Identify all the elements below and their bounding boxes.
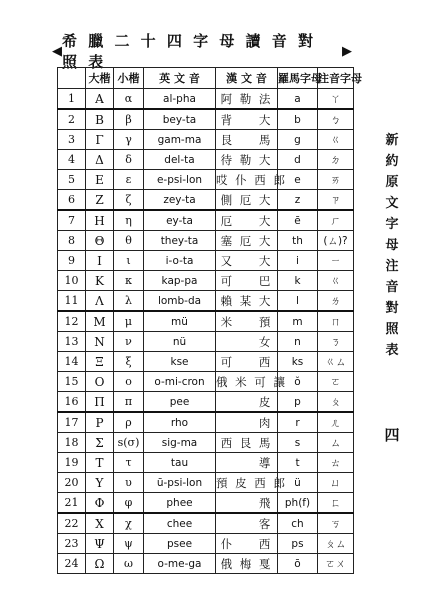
- uppercase-letter: Γ: [86, 130, 114, 150]
- lowercase-letter: δ: [114, 150, 144, 170]
- roman-letter: z: [278, 190, 318, 211]
- lowercase-letter: μ: [114, 311, 144, 332]
- uppercase-letter: Λ: [86, 291, 114, 312]
- lowercase-letter: λ: [114, 291, 144, 312]
- row-number: 6: [58, 190, 86, 211]
- roman-letter: r: [278, 412, 318, 433]
- column-header-roman-letter: 羅馬字母: [278, 68, 318, 89]
- english-pronunciation: del-ta: [144, 150, 216, 170]
- zhuyin-symbol: ㄆ: [318, 392, 354, 413]
- row-number: 23: [58, 534, 86, 554]
- roman-letter: ē: [278, 210, 318, 231]
- uppercase-letter: Δ: [86, 150, 114, 170]
- zhuyin-symbol: ㄙ: [318, 433, 354, 453]
- uppercase-letter: Σ: [86, 433, 114, 453]
- zhuyin-symbol: ㄦ: [318, 412, 354, 433]
- row-number: 15: [58, 372, 86, 392]
- row-number: 21: [58, 493, 86, 514]
- chinese-pronunciation: 俄 米 可 讓: [216, 372, 278, 392]
- row-number: 22: [58, 513, 86, 534]
- lowercase-letter: ω: [114, 554, 144, 574]
- english-pronunciation: i-o-ta: [144, 251, 216, 271]
- table-row: [58, 210, 354, 231]
- chinese-pronunciation: 背 大: [216, 109, 278, 130]
- roman-letter: b: [278, 109, 318, 130]
- uppercase-letter: Χ: [86, 513, 114, 534]
- lowercase-letter: γ: [114, 130, 144, 150]
- row-number: 12: [58, 311, 86, 332]
- chinese-pronunciation: 待 勒 大: [216, 150, 278, 170]
- roman-letter: ü: [278, 473, 318, 493]
- chinese-pronunciation: 導: [216, 453, 278, 473]
- lowercase-letter: θ: [114, 231, 144, 251]
- table-row: [58, 130, 354, 150]
- table-row: [58, 473, 354, 493]
- roman-letter: i: [278, 251, 318, 271]
- table-row: [58, 251, 354, 271]
- roman-letter: g: [278, 130, 318, 150]
- lowercase-letter: φ: [114, 493, 144, 514]
- row-number: 4: [58, 150, 86, 170]
- english-pronunciation: mü: [144, 311, 216, 332]
- uppercase-letter: Α: [86, 89, 114, 110]
- table-body: [58, 89, 354, 574]
- row-number: 2: [58, 109, 86, 130]
- english-pronunciation: sig-ma: [144, 433, 216, 453]
- chinese-pronunciation: 可 西: [216, 352, 278, 372]
- english-pronunciation: o-mi-cron: [144, 372, 216, 392]
- lowercase-letter: ν: [114, 332, 144, 352]
- chinese-pronunciation: 西 艮 馬: [216, 433, 278, 453]
- row-number: 11: [58, 291, 86, 312]
- row-number: 13: [58, 332, 86, 352]
- chinese-pronunciation: 阿 勒 法: [216, 89, 278, 110]
- zhuyin-symbol: ㄏ: [318, 210, 354, 231]
- table-row: [58, 231, 354, 251]
- chinese-pronunciation: 塞 厄 大: [216, 231, 278, 251]
- row-number: 7: [58, 210, 86, 231]
- zhuyin-symbol: ㄈ: [318, 493, 354, 514]
- table-row: [58, 291, 354, 312]
- roman-letter: m: [278, 311, 318, 332]
- uppercase-letter: Υ: [86, 473, 114, 493]
- zhuyin-symbol: ㄎ: [318, 513, 354, 534]
- lowercase-letter: s(σ): [114, 433, 144, 453]
- table-row: [58, 190, 354, 211]
- roman-letter: ks: [278, 352, 318, 372]
- english-pronunciation: al-pha: [144, 89, 216, 110]
- table-row: [58, 412, 354, 433]
- zhuyin-symbol: ㄍ: [318, 130, 354, 150]
- lowercase-letter: α: [114, 89, 144, 110]
- zhuyin-symbol: ㄩ: [318, 473, 354, 493]
- chinese-pronunciation: 可 巴: [216, 271, 278, 291]
- uppercase-letter: Η: [86, 210, 114, 231]
- column-header-zhuyin: 注音字母: [318, 68, 354, 89]
- row-number: 17: [58, 412, 86, 433]
- table-row: [58, 150, 354, 170]
- lowercase-letter: π: [114, 392, 144, 413]
- page-title: 希 臘 二 十 四 字 母 讀 音 對 照 表: [62, 32, 317, 71]
- lowercase-letter: κ: [114, 271, 144, 291]
- roman-letter: ō: [278, 554, 318, 574]
- zhuyin-symbol: ㄇ: [318, 311, 354, 332]
- column-header-number: [58, 68, 86, 89]
- uppercase-letter: Ε: [86, 170, 114, 190]
- chinese-pronunciation: 預 皮 西 郎: [216, 473, 278, 493]
- uppercase-letter: Φ: [86, 493, 114, 514]
- english-pronunciation: tau: [144, 453, 216, 473]
- chinese-pronunciation: 仆 西: [216, 534, 278, 554]
- lowercase-letter: ρ: [114, 412, 144, 433]
- right-arrow-icon: ▶: [342, 43, 352, 59]
- chinese-pronunciation: 又 大: [216, 251, 278, 271]
- table-row: [58, 109, 354, 130]
- lowercase-letter: ξ: [114, 352, 144, 372]
- table-row: [58, 513, 354, 534]
- english-pronunciation: ū-psi-lon: [144, 473, 216, 493]
- uppercase-letter: Ω: [86, 554, 114, 574]
- uppercase-letter: Ο: [86, 372, 114, 392]
- lowercase-letter: ο: [114, 372, 144, 392]
- english-pronunciation: they-ta: [144, 231, 216, 251]
- chinese-pronunciation: 艮 馬: [216, 130, 278, 150]
- row-number: 19: [58, 453, 86, 473]
- lowercase-letter: ε: [114, 170, 144, 190]
- table-row: [58, 332, 354, 352]
- lowercase-letter: τ: [114, 453, 144, 473]
- zhuyin-symbol: ㄅ: [318, 109, 354, 130]
- zhuyin-symbol: ㄋ: [318, 332, 354, 352]
- uppercase-letter: Ι: [86, 251, 114, 271]
- roman-letter: k: [278, 271, 318, 291]
- zhuyin-symbol: ㄧ: [318, 251, 354, 271]
- table-row: [58, 392, 354, 413]
- lowercase-letter: η: [114, 210, 144, 231]
- lowercase-letter: ζ: [114, 190, 144, 211]
- chinese-pronunciation: 客: [216, 513, 278, 534]
- lowercase-letter: υ: [114, 473, 144, 493]
- roman-letter: s: [278, 433, 318, 453]
- row-number: 9: [58, 251, 86, 271]
- table-row: [58, 433, 354, 453]
- lowercase-letter: β: [114, 109, 144, 130]
- zhuyin-symbol: ㄌ: [318, 291, 354, 312]
- zhuyin-symbol: (ㄙ)?: [318, 231, 354, 251]
- roman-letter: ps: [278, 534, 318, 554]
- table-row: [58, 89, 354, 110]
- roman-letter: l: [278, 291, 318, 312]
- table-row: [58, 170, 354, 190]
- zhuyin-symbol: ㄛㄨ: [318, 554, 354, 574]
- zhuyin-symbol: ㄚ: [318, 89, 354, 110]
- lowercase-letter: ι: [114, 251, 144, 271]
- roman-letter: e: [278, 170, 318, 190]
- english-pronunciation: psee: [144, 534, 216, 554]
- english-pronunciation: o-me-ga: [144, 554, 216, 574]
- table-row: [58, 372, 354, 392]
- english-pronunciation: gam-ma: [144, 130, 216, 150]
- table-row: [58, 453, 354, 473]
- table-row: [58, 352, 354, 372]
- uppercase-letter: Β: [86, 109, 114, 130]
- chinese-pronunciation: 賴 某 大: [216, 291, 278, 312]
- uppercase-letter: Κ: [86, 271, 114, 291]
- roman-letter: d: [278, 150, 318, 170]
- english-pronunciation: e-psi-lon: [144, 170, 216, 190]
- row-number: 5: [58, 170, 86, 190]
- page-number: 四: [384, 426, 400, 444]
- uppercase-letter: Ν: [86, 332, 114, 352]
- zhuyin-symbol: ㄞ: [318, 170, 354, 190]
- uppercase-letter: Ζ: [86, 190, 114, 211]
- chinese-pronunciation: 米 預: [216, 311, 278, 332]
- roman-letter: n: [278, 332, 318, 352]
- row-number: 20: [58, 473, 86, 493]
- column-header-chinese-sound: 漢 文 音: [216, 68, 278, 89]
- roman-letter: ch: [278, 513, 318, 534]
- roman-letter: p: [278, 392, 318, 413]
- english-pronunciation: rho: [144, 412, 216, 433]
- row-number: 14: [58, 352, 86, 372]
- lowercase-letter: χ: [114, 513, 144, 534]
- row-number: 10: [58, 271, 86, 291]
- row-number: 16: [58, 392, 86, 413]
- english-pronunciation: ey-ta: [144, 210, 216, 231]
- uppercase-letter: Π: [86, 392, 114, 413]
- row-number: 18: [58, 433, 86, 453]
- roman-letter: th: [278, 231, 318, 251]
- table-row: [58, 493, 354, 514]
- english-pronunciation: nü: [144, 332, 216, 352]
- uppercase-letter: Ξ: [86, 352, 114, 372]
- english-pronunciation: pee: [144, 392, 216, 413]
- chinese-pronunciation: 厄 大: [216, 210, 278, 231]
- row-number: 3: [58, 130, 86, 150]
- table-row: [58, 271, 354, 291]
- chinese-pronunciation: 哎 仆 西 郎: [216, 170, 278, 190]
- zhuyin-symbol: ㄆㄙ: [318, 534, 354, 554]
- zhuyin-symbol: ㄉ: [318, 150, 354, 170]
- row-number: 1: [58, 89, 86, 110]
- table-row: [58, 311, 354, 332]
- chinese-pronunciation: 飛: [216, 493, 278, 514]
- zhuyin-symbol: ㄊ: [318, 453, 354, 473]
- lowercase-letter: ψ: [114, 534, 144, 554]
- side-title: 新約原文字母注音對照表: [385, 133, 399, 358]
- uppercase-letter: Ρ: [86, 412, 114, 433]
- chinese-pronunciation: 側 厄 大: [216, 190, 278, 211]
- chinese-pronunciation: 女: [216, 332, 278, 352]
- roman-letter: ŏ: [278, 372, 318, 392]
- table-row: [58, 534, 354, 554]
- english-pronunciation: chee: [144, 513, 216, 534]
- roman-letter: ph(f): [278, 493, 318, 514]
- chinese-pronunciation: 肉: [216, 412, 278, 433]
- column-header-english-sound: 英 文 音: [144, 68, 216, 89]
- uppercase-letter: Ψ: [86, 534, 114, 554]
- left-arrow-icon: ◀: [52, 43, 62, 59]
- table-row: [58, 554, 354, 574]
- uppercase-letter: Τ: [86, 453, 114, 473]
- uppercase-letter: Θ: [86, 231, 114, 251]
- row-number: 8: [58, 231, 86, 251]
- english-pronunciation: kap-pa: [144, 271, 216, 291]
- chinese-pronunciation: 俄 梅 戛: [216, 554, 278, 574]
- zhuyin-symbol: ㄍ: [318, 271, 354, 291]
- english-pronunciation: lomb-da: [144, 291, 216, 312]
- column-header-lowercase: 小楷: [114, 68, 144, 89]
- zhuyin-symbol: ㄛ: [318, 372, 354, 392]
- uppercase-letter: Μ: [86, 311, 114, 332]
- roman-letter: t: [278, 453, 318, 473]
- column-header-uppercase: 大楷: [86, 68, 114, 89]
- zhuyin-symbol: ㄍㄙ: [318, 352, 354, 372]
- greek-alphabet-table: [57, 67, 362, 574]
- english-pronunciation: kse: [144, 352, 216, 372]
- zhuyin-symbol: ㄗ: [318, 190, 354, 211]
- table-header-row: [58, 68, 354, 89]
- english-pronunciation: phee: [144, 493, 216, 514]
- row-number: 24: [58, 554, 86, 574]
- english-pronunciation: zey-ta: [144, 190, 216, 211]
- roman-letter: a: [278, 89, 318, 110]
- page-header: [52, 32, 352, 71]
- chinese-pronunciation: 皮: [216, 392, 278, 413]
- english-pronunciation: bey-ta: [144, 109, 216, 130]
